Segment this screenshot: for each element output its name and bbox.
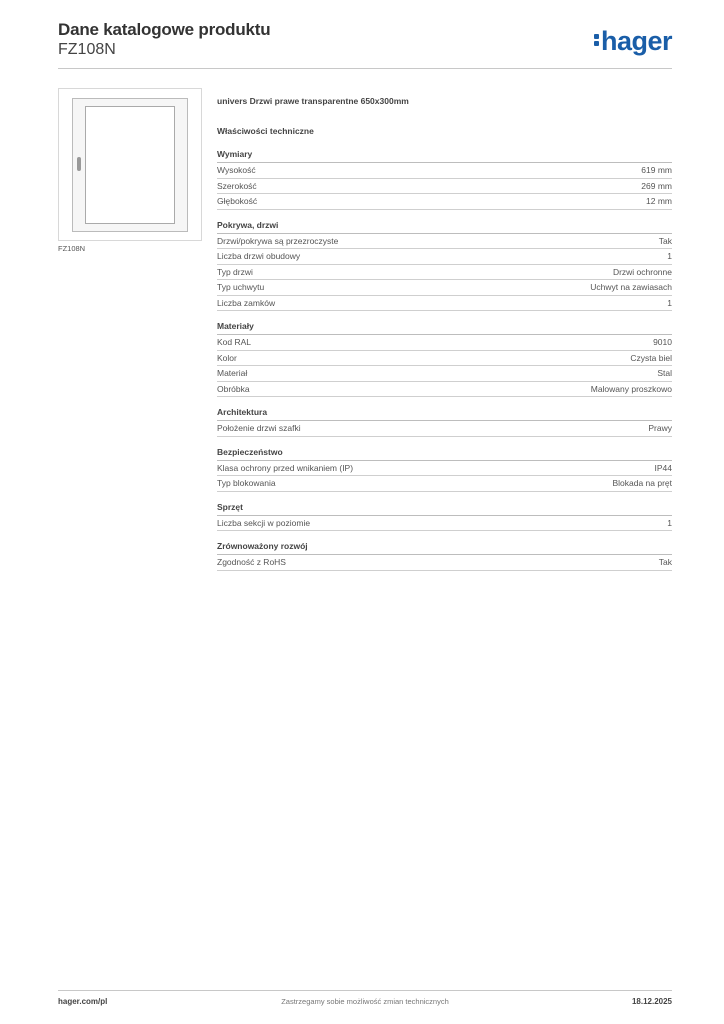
door-handle-icon <box>77 157 81 171</box>
spec-group-title: Materiały <box>217 321 672 335</box>
header-divider <box>58 68 672 69</box>
spec-value: 619 mm <box>641 165 672 175</box>
spec-group <box>217 149 672 210</box>
spec-row <box>217 516 672 532</box>
spec-groups <box>217 149 672 571</box>
spec-label: Głębokość <box>217 196 258 206</box>
footer-divider <box>58 990 672 991</box>
spec-value: Malowany proszkowo <box>590 383 672 394</box>
spec-value: Stal <box>657 368 672 378</box>
logo-text: hager <box>600 26 672 56</box>
spec-row <box>217 265 672 281</box>
spec-label: Obróbka <box>217 383 250 394</box>
spec-label: Typ uchwytu <box>217 282 265 292</box>
spec-group <box>217 447 672 492</box>
spec-row <box>217 382 672 398</box>
spec-group <box>217 502 672 532</box>
footer-date: 18.12.2025 <box>631 997 672 1006</box>
spec-group-title: Bezpieczeństwo <box>217 447 672 461</box>
spec-row <box>217 476 672 492</box>
door-panel <box>72 98 188 232</box>
spec-content <box>217 96 672 581</box>
product-code: FZ108N <box>58 41 116 58</box>
spec-row <box>217 179 672 195</box>
spec-value: Drzwi ochronne <box>612 266 672 277</box>
spec-label: Liczba sekcji w poziomie <box>217 517 311 528</box>
spec-label: Kod RAL <box>217 337 252 347</box>
page-title: Dane katalogowe produktu <box>58 20 271 39</box>
spec-label: Położenie drzwi szafki <box>217 423 301 433</box>
properties-title: Właściwości techniczne <box>217 126 314 136</box>
spec-label: Kolor <box>217 352 237 363</box>
spec-value: 1 <box>667 297 672 308</box>
spec-row <box>217 421 672 437</box>
spec-label: Szerokość <box>217 180 257 191</box>
spec-row <box>217 280 672 296</box>
spec-group <box>217 541 672 571</box>
spec-value: 12 mm <box>646 196 672 206</box>
spec-value: Blokada na pręt <box>612 478 672 488</box>
spec-group-title: Sprzęt <box>217 502 672 516</box>
product-image <box>58 88 202 241</box>
spec-value: Tak <box>658 235 672 246</box>
spec-label: Liczba zamków <box>217 297 276 308</box>
spec-value: 1 <box>667 251 672 261</box>
spec-label: Wysokość <box>217 165 256 175</box>
spec-value: Czysta biel <box>630 352 672 363</box>
image-caption: FZ108N <box>58 244 86 253</box>
spec-group-title: Architektura <box>217 407 672 421</box>
spec-row <box>217 461 672 477</box>
spec-row <box>217 296 672 312</box>
door-window <box>85 106 175 224</box>
footer-disclaimer: Zastrzegamy sobie możliwość zmian technicznych <box>281 997 449 1006</box>
spec-row <box>217 194 672 210</box>
spec-value: 1 <box>667 517 672 528</box>
spec-label: Typ drzwi <box>217 266 253 277</box>
spec-label: Materiał <box>217 368 248 378</box>
spec-row <box>217 249 672 265</box>
spec-value: Prawy <box>648 423 672 433</box>
spec-row <box>217 366 672 382</box>
spec-row <box>217 163 672 179</box>
spec-group-title: Pokrywa, drzwi <box>217 220 672 234</box>
spec-label: Zgodność z RoHS <box>217 557 286 567</box>
spec-group <box>217 321 672 397</box>
spec-label: Klasa ochrony przed wnikaniem (IP) <box>217 462 354 473</box>
spec-group-title: Zrównoważony rozwój <box>217 541 672 555</box>
logo-dots-icon <box>594 32 599 48</box>
product-description: univers Drzwi prawe transparentne 650x300mm <box>217 96 409 106</box>
spec-value: Tak <box>658 557 672 567</box>
spec-row <box>217 234 672 250</box>
page-header <box>58 20 672 60</box>
spec-value: 9010 <box>653 337 672 347</box>
spec-label: Typ blokowania <box>217 478 276 488</box>
spec-group <box>217 407 672 437</box>
spec-row <box>217 351 672 367</box>
spec-group-title: Wymiary <box>217 149 672 163</box>
spec-row <box>217 555 672 571</box>
spec-row <box>217 335 672 351</box>
footer-website-link[interactable]: hager.com/pl <box>58 997 108 1006</box>
spec-label: Drzwi/pokrywa są przezroczyste <box>217 235 339 246</box>
hager-logo <box>594 26 672 57</box>
spec-value: IP44 <box>654 462 672 473</box>
spec-value: 269 mm <box>641 180 672 191</box>
spec-value: Uchwyt na zawiasach <box>590 282 672 292</box>
spec-group <box>217 220 672 312</box>
spec-label: Liczba drzwi obudowy <box>217 251 301 261</box>
